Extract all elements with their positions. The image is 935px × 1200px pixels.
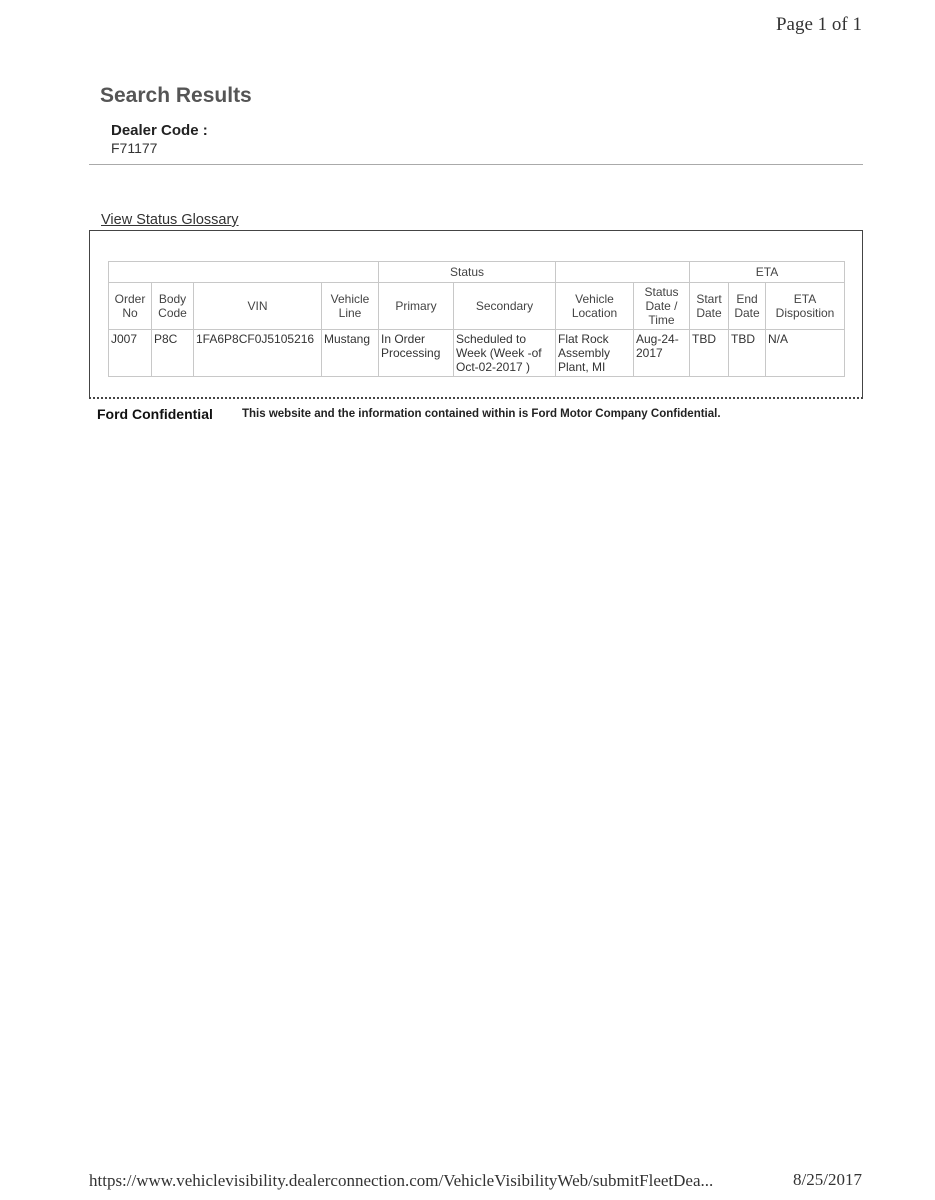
print-url: https://www.vehiclevisibility.dealerconnection.com/VehicleVisibilityWeb/submitFleetDea...	[89, 1171, 714, 1190]
col-header-primary: Primary	[379, 283, 454, 330]
group-header-blank-2	[556, 262, 690, 283]
page-number: Page 1 of 1	[775, 14, 862, 35]
page-title: Search Results	[100, 84, 252, 107]
table-header-row	[109, 283, 845, 330]
group-header-blank	[109, 262, 379, 283]
confidential-brand: Ford Confidential	[97, 406, 213, 422]
col-header-status-date: Status Date / Time	[634, 283, 690, 330]
col-header-start-date: Start Date	[690, 283, 729, 330]
cell-body-code: P8C	[152, 330, 194, 377]
group-header-status: Status	[379, 262, 556, 283]
cell-order-no: J007	[109, 330, 152, 377]
confidential-note: This website and the information contained within is Ford Motor Company Confidential.	[242, 408, 721, 420]
table-group-header-row	[109, 262, 845, 283]
cell-status-date: Aug-24-2017	[634, 330, 690, 377]
results-table	[108, 261, 845, 377]
col-header-end-date: End Date	[729, 283, 766, 330]
cell-vin: 1FA6P8CF0J5105216	[194, 330, 322, 377]
cell-eta-disposition: N/A	[766, 330, 845, 377]
dealer-code-value: F71177	[111, 140, 158, 156]
cell-vehicle-line: Mustang	[322, 330, 379, 377]
col-header-vin: VIN	[194, 283, 322, 330]
view-status-glossary-link[interactable]: View Status Glossary	[101, 212, 239, 228]
col-header-eta-disposition: ETA Disposition	[766, 283, 845, 330]
cell-vehicle-location: Flat Rock Assembly Plant, MI	[556, 330, 634, 377]
header-divider	[89, 164, 863, 165]
dealer-code-label: Dealer Code :	[111, 122, 208, 139]
group-header-eta: ETA	[690, 262, 845, 283]
col-header-vehicle-location: Vehicle Location	[556, 283, 634, 330]
cell-primary: In Order Processing	[379, 330, 454, 377]
table-row	[109, 330, 845, 377]
cell-secondary: Scheduled to Week (Week -of Oct-02-2017 )	[454, 330, 556, 377]
results-panel	[89, 230, 863, 399]
col-header-vehicle-line: Vehicle Line	[322, 283, 379, 330]
col-header-body-code: Body Code	[152, 283, 194, 330]
col-header-secondary: Secondary	[454, 283, 556, 330]
cell-end-date: TBD	[729, 330, 766, 377]
col-header-order-no: Order No	[109, 283, 152, 330]
cell-start-date: TBD	[690, 330, 729, 377]
print-date: 8/25/2017	[793, 1170, 862, 1189]
